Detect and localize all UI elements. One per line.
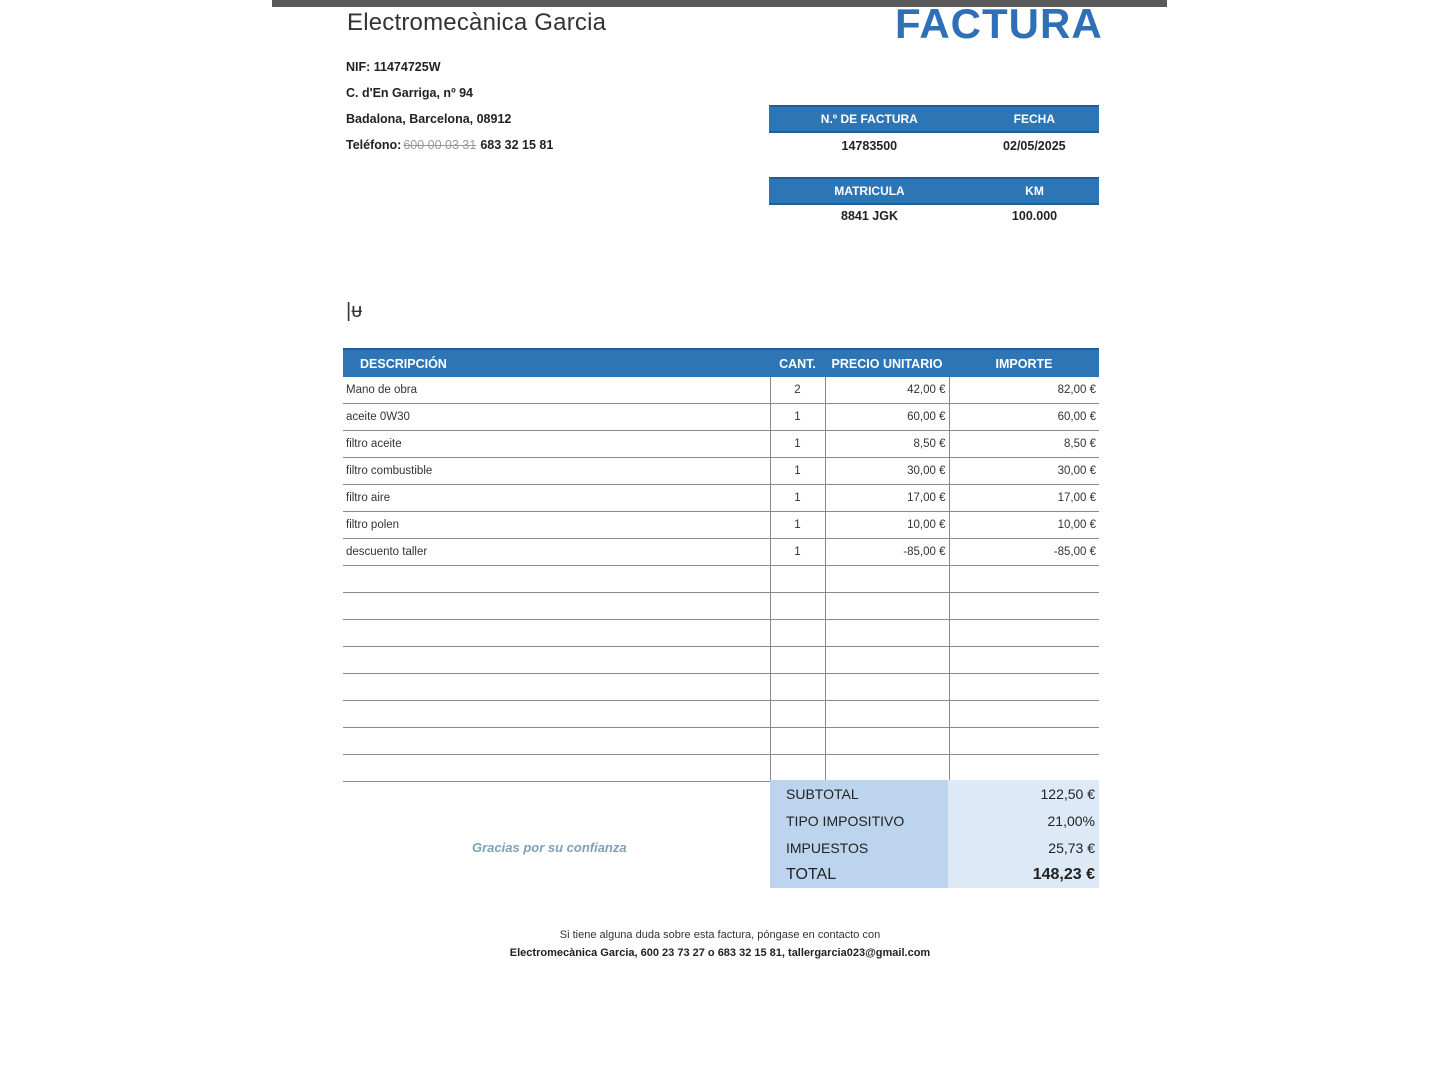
empty-table-row bbox=[343, 674, 1099, 701]
company-address-line2: Badalona, Barcelona, 08912 bbox=[346, 112, 512, 126]
subtotal-label: SUBTOTAL bbox=[770, 780, 948, 807]
empty-table-row bbox=[343, 593, 1099, 620]
footer-contact-note: Si tiene alguna duda sobre esta factura, póngase en contacto con bbox=[559, 929, 881, 941]
item-quantity: 1 bbox=[770, 431, 825, 458]
tax-rate-label: TIPO IMPOSITIVO bbox=[770, 807, 948, 834]
invoice-number-header: N.º DE FACTURA bbox=[769, 106, 970, 132]
invoice-date-header: FECHA bbox=[970, 106, 1099, 132]
col-header-amount: IMPORTE bbox=[949, 349, 1099, 377]
vehicle-info-table bbox=[769, 177, 1099, 227]
company-nif: NIF: 11474725W bbox=[346, 60, 441, 74]
item-unit-price: 17,00 € bbox=[825, 485, 949, 512]
tax-label: IMPUESTOS bbox=[770, 834, 948, 861]
item-quantity: 1 bbox=[770, 404, 825, 431]
item-amount: 60,00 € bbox=[949, 404, 1099, 431]
totals-table bbox=[770, 780, 1099, 888]
phone-label: Teléfono: bbox=[346, 138, 402, 152]
document-title: FACTURA bbox=[895, 0, 1103, 47]
invoice-number-date-table bbox=[769, 105, 1099, 159]
col-header-unit-price: PRECIO UNITARIO bbox=[825, 349, 949, 377]
table-row bbox=[343, 485, 1099, 512]
empty-table-row bbox=[343, 647, 1099, 674]
subtotal-value: 122,50 € bbox=[948, 780, 1099, 807]
table-row bbox=[343, 431, 1099, 458]
footer-contact-details: Electromecànica Garcia, 600 23 73 27 o 683 32 15 81, tallergarcia023@gmail.com bbox=[509, 947, 931, 959]
col-header-description: DESCRIPCIÓN bbox=[343, 349, 770, 377]
phone-number: 683 32 15 81 bbox=[480, 138, 554, 152]
item-quantity: 1 bbox=[770, 458, 825, 485]
item-amount: 10,00 € bbox=[949, 512, 1099, 539]
text-cursor-mark: |ᵾ bbox=[346, 300, 363, 322]
km-header: KM bbox=[970, 178, 1099, 204]
col-header-quantity: CANT. bbox=[770, 349, 825, 377]
item-quantity: 1 bbox=[770, 512, 825, 539]
empty-table-row bbox=[343, 755, 1099, 782]
table-row bbox=[343, 377, 1099, 404]
item-description: filtro polen bbox=[343, 512, 770, 539]
item-unit-price: 60,00 € bbox=[825, 404, 949, 431]
total-value: 148,23 € bbox=[948, 861, 1099, 888]
company-name: Electromecànica Garcia bbox=[347, 9, 607, 36]
empty-table-row bbox=[343, 701, 1099, 728]
tax-value: 25,73 € bbox=[948, 834, 1099, 861]
item-description: filtro aire bbox=[343, 485, 770, 512]
item-quantity: 1 bbox=[770, 485, 825, 512]
item-description: filtro aceite bbox=[343, 431, 770, 458]
phone-old-struck: 600 00 03 31 bbox=[403, 138, 477, 152]
company-address-line1: C. d'En Garriga, nº 94 bbox=[346, 86, 474, 100]
invoice-number-value: 14783500 bbox=[841, 139, 898, 153]
km-value: 100.000 bbox=[1011, 209, 1058, 223]
table-row bbox=[343, 539, 1099, 566]
empty-table-row bbox=[343, 728, 1099, 755]
item-description: descuento taller bbox=[343, 539, 770, 566]
table-row bbox=[343, 512, 1099, 539]
item-description: filtro combustible bbox=[343, 458, 770, 485]
item-amount: 30,00 € bbox=[949, 458, 1099, 485]
item-amount: -85,00 € bbox=[949, 539, 1099, 566]
item-unit-price: 42,00 € bbox=[825, 377, 949, 404]
item-unit-price: 8,50 € bbox=[825, 431, 949, 458]
items-table bbox=[343, 348, 1099, 782]
item-amount: 8,50 € bbox=[949, 431, 1099, 458]
tax-rate-value: 21,00% bbox=[948, 807, 1099, 834]
thanks-message: Gracias por su confianza bbox=[472, 840, 627, 855]
invoice-date-value: 02/05/2025 bbox=[1003, 139, 1066, 153]
item-quantity: 2 bbox=[770, 377, 825, 404]
item-unit-price: 30,00 € bbox=[825, 458, 949, 485]
item-unit-price: 10,00 € bbox=[825, 512, 949, 539]
item-quantity: 1 bbox=[770, 539, 825, 566]
plate-header: MATRICULA bbox=[769, 178, 970, 204]
empty-table-row bbox=[343, 566, 1099, 593]
total-label: TOTAL bbox=[770, 861, 948, 888]
item-description: Mano de obra bbox=[343, 377, 770, 404]
empty-table-row bbox=[343, 620, 1099, 647]
company-phone bbox=[346, 138, 553, 152]
item-amount: 17,00 € bbox=[949, 485, 1099, 512]
item-unit-price: -85,00 € bbox=[825, 539, 949, 566]
table-row bbox=[343, 458, 1099, 485]
item-amount: 82,00 € bbox=[949, 377, 1099, 404]
plate-value: 8841 JGK bbox=[841, 209, 898, 223]
table-row bbox=[343, 404, 1099, 431]
item-description: aceite 0W30 bbox=[343, 404, 770, 431]
